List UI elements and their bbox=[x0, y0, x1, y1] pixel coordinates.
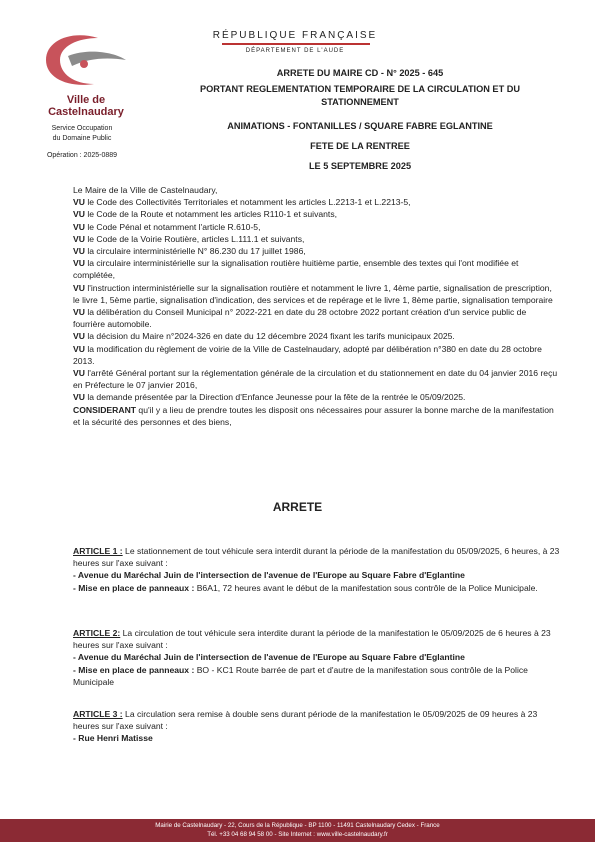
service-line-2: du Domaine Public bbox=[52, 135, 112, 142]
consideration-keyword: VU bbox=[73, 258, 85, 269]
consideration-item bbox=[73, 208, 560, 220]
consideration-text: la délibération du Conseil Municipal n° 2022-221 en date du 28 octobre 2022 portant création d'un service public de fourrière automobile. bbox=[73, 307, 527, 330]
consideration-item bbox=[73, 306, 560, 330]
article-text: Le stationnement de tout véhicule sera interdit durant la période de la manifestation du 05/09/2025, 6 heures, à 23 heures sur l'axe suivant : bbox=[73, 546, 560, 569]
consideration-keyword: VU bbox=[73, 221, 85, 232]
city-logo bbox=[28, 30, 144, 118]
consideration-keyword: VU bbox=[73, 307, 85, 318]
event-name: FETE DE LA RENTREE bbox=[310, 141, 410, 151]
article-text: La circulation de tout véhicule sera interdite durant la période de la manifestation le 05/09/2025 de 6 heures à 23 heures sur l'axe suivant : bbox=[73, 628, 551, 651]
republique-title: RÉPUBLIQUE FRANÇAISE bbox=[212, 30, 378, 41]
page-footer bbox=[0, 819, 595, 842]
arrete-heading: ARRETE bbox=[272, 500, 323, 514]
footer-address: Mairie de Castelnaudary - 22, Cours de la République - BP 1100 - 11491 Castelnaudary Cedex - France bbox=[155, 822, 440, 829]
consideration-keyword: VU bbox=[73, 197, 85, 208]
consideration-text: l'arrêté Général portant sur la réglementation générale de la circulation et du stationnement en date du 04 janvier 2016 reçu en Préfecture le 07 janvier 2016, bbox=[73, 368, 558, 391]
article-street: - Avenue du Maréchal Juin de l'intersection de l'avenue de l'Europe au Square Fabre d'Eglantine bbox=[73, 652, 465, 663]
preamble bbox=[73, 184, 560, 428]
event-date: LE 5 SEPTEMBRE 2025 bbox=[308, 161, 412, 171]
animation-line: ANIMATIONS - FONTANILLES / SQUARE FABRE EGLANTINE bbox=[227, 121, 493, 131]
consideration-item bbox=[73, 404, 560, 428]
consideration-item bbox=[73, 391, 560, 403]
consideration-keyword: VU bbox=[73, 343, 85, 354]
city-logo-emblem bbox=[38, 30, 134, 92]
consideration-text: le Code des Collectivités Territoriales et notamment les articles L.2213-1 et L.2213-5, bbox=[84, 197, 411, 208]
city-name: Ville de Castelnaudary bbox=[48, 94, 124, 118]
article-street: - Rue Henri Matisse bbox=[73, 733, 153, 744]
consideration-text: qu'il y a lieu de prendre toutes les disposit ons nécessaires pour assurer la bonne marche de la manifestation et la sécurité des personnes et des biens, bbox=[73, 404, 554, 427]
panel-label: - Mise en place de panneaux : bbox=[73, 664, 195, 675]
article-street: - Avenue du Maréchal Juin de l'intersection de l'avenue de l'Europe au Square Fabre d'Eglantine bbox=[73, 570, 465, 581]
intro-line: Le Maire de la Ville de Castelnaudary, bbox=[73, 185, 218, 195]
consideration-keyword: VU bbox=[73, 331, 85, 342]
consideration-text: l'instruction interministérielle sur la signalisation routière et notamment le livre 1, 4ème partie, signalisation de prescription, le livre 1, 5ème partie, signalisation d'indication, des services et de repérage et le livre 1, 8ème partie, signalisation temporaire bbox=[73, 282, 553, 305]
article-3 bbox=[73, 708, 560, 745]
considerations-list bbox=[73, 196, 560, 428]
consideration-text: la circulaire interministérielle sur la signalisation routière huitième partie, ensemble des textes qui l'ont modifiée et complétée, bbox=[73, 258, 519, 281]
subject-line-1: PORTANT REGLEMENTATION TEMPORAIRE DE LA CIRCULATION ET DU bbox=[199, 84, 520, 94]
service-line-1: Service Occupation bbox=[51, 125, 113, 132]
panel-text: BO - KC1 Route barrée de part et d'autre de la manifestation sous contrôle de la Police Municipale bbox=[73, 664, 528, 687]
panel-label: - Mise en place de panneaux : bbox=[73, 582, 195, 593]
consideration-item bbox=[73, 233, 560, 245]
consideration-item bbox=[73, 343, 560, 367]
departement-title: DÉPARTEMENT DE L'AUDE bbox=[245, 48, 345, 54]
article-label: ARTICLE 2: bbox=[73, 628, 121, 638]
consideration-item bbox=[73, 330, 560, 342]
consideration-keyword: VU bbox=[73, 233, 85, 244]
title-divider bbox=[222, 43, 370, 45]
consideration-keyword: VU bbox=[73, 282, 85, 293]
consideration-keyword: VU bbox=[73, 209, 85, 220]
consideration-keyword: VU bbox=[73, 392, 85, 403]
consideration-item bbox=[73, 221, 560, 233]
consideration-text: le Code de la Route et notamment les articles R110-1 et suivants, bbox=[84, 209, 338, 220]
consideration-text: la circulaire interministérielle N° 86.230 du 17 juillet 1986, bbox=[84, 246, 306, 257]
consideration-text: la modification du règlement de voirie de la Ville de Castelnaudary, adopté par délibération n°380 en date du 28 octobre 2013. bbox=[73, 343, 542, 366]
consideration-item bbox=[73, 282, 560, 306]
consideration-keyword: VU bbox=[73, 246, 85, 257]
consideration-keyword: VU bbox=[73, 368, 85, 379]
operation-number: Opération : 2025-0889 bbox=[46, 152, 118, 159]
consideration-keyword: CONSIDERANT bbox=[73, 404, 137, 415]
article-label: ARTICLE 3 : bbox=[73, 709, 123, 719]
article-label: ARTICLE 1 : bbox=[73, 546, 123, 556]
consideration-item bbox=[73, 257, 560, 281]
consideration-item bbox=[73, 367, 560, 391]
subject-line-2: STATIONNEMENT bbox=[321, 97, 399, 107]
article-1 bbox=[73, 545, 560, 594]
footer-contact: Tél. +33 04 68 94 58 00 - Site Internet : www.ville-castelnaudary.fr bbox=[207, 831, 388, 838]
consideration-text: la décision du Maire n°2024-326 en date du 12 décembre 2024 fixant les tarifs municipaux 2025. bbox=[84, 331, 455, 342]
arrete-reference: ARRETE DU MAIRE CD - N° 2025 - 645 bbox=[276, 68, 444, 78]
consideration-text: la demande présentée par la Direction d'Enfance Jeunesse pour la fête de la rentrée le 05/09/2025. bbox=[84, 392, 466, 403]
service-label bbox=[28, 124, 136, 144]
article-2 bbox=[73, 627, 560, 688]
consideration-item bbox=[73, 245, 560, 257]
consideration-item bbox=[73, 196, 560, 208]
panel-text: B6A1, 72 heures avant le début de la manifestation sous contrôle de la Police Municipale. bbox=[194, 582, 538, 593]
consideration-text: le Code de la Voirie Routière, articles L.111.1 et suivants, bbox=[84, 233, 305, 244]
article-text: La circulation sera remise à double sens durant période de la manifestation le 05/09/2025 de 09 heures à 23 heures sur l'axe suivant : bbox=[73, 709, 538, 732]
consideration-text: le Code Pénal et notamment l'article R.610-5, bbox=[84, 221, 261, 232]
